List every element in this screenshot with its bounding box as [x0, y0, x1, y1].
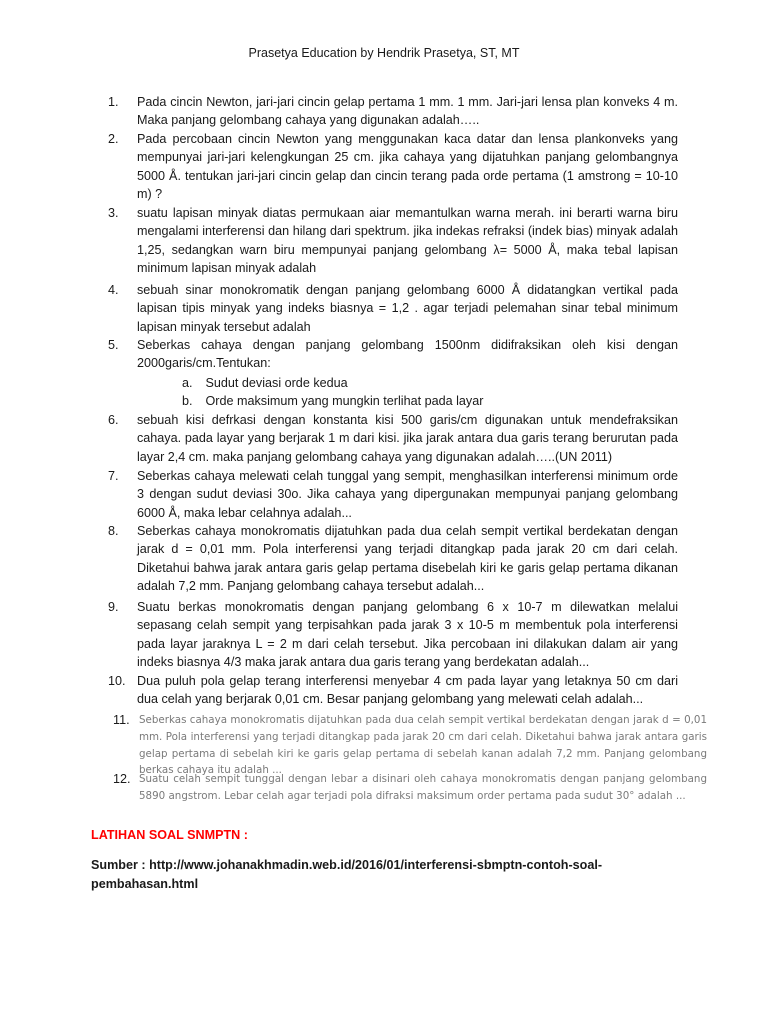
question-text: suatu lapisan minyak diatas permukaan aiar memantulkan warna merah. ini berarti warna biru mengalami interferensi dan hilang dari spektrum. jika indekas refraksi (indek bias) minyak adalah 1,25, sedangkan warn biru mempunyai panjang gelombang λ= 5000 Å, maka tebal lapisan minimum lapisan minyak adalah	[137, 206, 678, 276]
question-text: Seberkas cahaya dengan panjang gelombang 1500nm didifraksikan oleh kisi dengan 2000garis/cm.Tentukan:	[137, 338, 678, 371]
question-text: Seberkas cahaya melewati celah tunggal yang sempit, menghasilkan interferensi minimum orde 3 dengan sudut deviasi 30o. Jika cahaya yang dipergunakan mempunyai panjang gelombang 6000 Å, maka lebar celahnya adalah...	[137, 469, 678, 520]
sub-item-letter: b.	[182, 394, 193, 408]
question-number: 1.	[108, 95, 119, 109]
question-item	[108, 467, 678, 522]
question-item	[108, 204, 678, 278]
sub-item-text: Sudut deviasi orde kedua	[205, 376, 348, 390]
question-item	[108, 411, 678, 466]
question-item	[108, 598, 678, 672]
question-number: 9.	[108, 600, 119, 614]
question-text: Pada cincin Newton, jari-jari cincin gelap pertama 1 mm. 1 mm. Jari-jari lensa plan konveks 4 m. Maka panjang gelombang cahaya yang digunakan adalah…..	[137, 95, 678, 128]
question-item	[108, 336, 678, 373]
sub-item-letter: a.	[182, 376, 193, 390]
question-number: 8.	[108, 524, 119, 538]
question-item	[108, 672, 678, 709]
question-text: Suatu berkas monokromatis dengan panjang gelombang 6 x 10-7 m dilewatkan melalui sepasang celah sempit yang terpisahkan pada jarak 3 x 10-5 m membentuk pola interferensi pada layar jaraknya L = 2 m dari celah tersebut. Jika percobaan ini dilakukan dalam air yang indeks biasnya 4/3 maka jarak antara dua garis terang yang berdekatan adalah...	[137, 600, 678, 670]
question-text: Pada percobaan cincin Newton yang menggunakan kaca datar dan lensa plankonveks yang mempunyai jari-jari kelengkungan 25 cm. jika cahaya yang dijatuhkan panjang gelombangnya 5000 Å. tentukan jari-jari cincin gelap dan cincin terang pada orde pertama (1 amstrong = 10-10 m) ?	[137, 132, 678, 202]
source-link[interactable]: Sumber : http://www.johanakhmadin.web.id/2016/01/interferensi-sbmptn-contoh-soal-pembahasan.html	[91, 858, 603, 891]
question-snippet-image: Suatu celah sempit tunggal dengan lebar a disinari oleh cahaya monokromatis dengan panjang gelombang 5890 angstrom. Lebar celah agar terjadi pola difraksi maksimum order pertama pada sudut 30° adalah ...	[139, 773, 707, 802]
question-sub-item	[182, 392, 483, 410]
question-number: 6.	[108, 413, 119, 427]
sub-item-text: Orde maksimum yang mungkin terlihat pada layar	[205, 394, 484, 408]
question-number: 4.	[108, 283, 119, 297]
question-item	[108, 522, 678, 596]
question-number: 11.	[113, 713, 130, 727]
question-number: 3.	[108, 206, 119, 220]
question-text: Seberkas cahaya monokromatis dijatuhkan pada dua celah sempit vertikal berdekatan dengan jarak d = 0,01 mm. Pola interferensi yang terjadi ditangkap pada jarak 20 cm dari celah. Diketahui bahwa jarak antara garis gelap pertama disebelah kiri ke garis gelap pertama dikanan adalah 7,2 mm. Panjang gelombang cahaya tersebut adalah...	[137, 524, 678, 594]
question-item	[108, 130, 678, 204]
question-text: sebuah sinar monokromatik dengan panjang gelombang 6000 Å didatangkan vertikal pada lapisan tipis minyak yang indeks biasnya = 1,2 . agar terjadi pelemahan sinar tebal minimum lapisan minyak tersebut adalah	[137, 283, 678, 334]
question-number: 10.	[108, 674, 126, 688]
question-snippet-image: Seberkas cahaya monokromatis dijatuhkan pada dua celah sempit vertikal berdekatan dengan jarak d = 0,01 mm. Pola interferensi yang terjadi ditangkap pada jarak 20 cm dari celah. Diketahui bahwa jarak antara garis gelap pertama di sebelah kiri ke garis gelap pertama di sebelah kanan adalah 7,2 mm. Panjang gelombang berkas cahaya itu adalah ...	[139, 714, 707, 777]
question-item	[108, 93, 678, 130]
question-item	[108, 281, 678, 336]
question-text: sebuah kisi defrkasi dengan konstanta kisi 500 garis/cm digunakan untuk mendefraksikan cahaya. pada layar yang berjarak 1 m dari kisi. jika jarak antara dua garis terang berurutan pada layar 2,4 cm. maka panjang gelombang cahaya yang digunakan adalah…..(UN 2011)	[137, 413, 678, 464]
page-header: Prasetya Education by Hendrik Prasetya, ST, MT	[248, 46, 520, 60]
section-heading: LATIHAN SOAL SNMPTN :	[91, 828, 248, 842]
question-text: Dua puluh pola gelap terang interferensi menyebar 4 cm pada layar yang letaknya 50 cm dari dua celah yang berjarak 0,01 cm. Besar panjang gelombang yang melewati celah adalah...	[137, 674, 678, 707]
question-number: 7.	[108, 469, 119, 483]
question-sub-item	[182, 374, 348, 392]
question-number: 2.	[108, 132, 119, 146]
question-number: 12.	[113, 772, 131, 786]
question-number: 5.	[108, 338, 119, 352]
